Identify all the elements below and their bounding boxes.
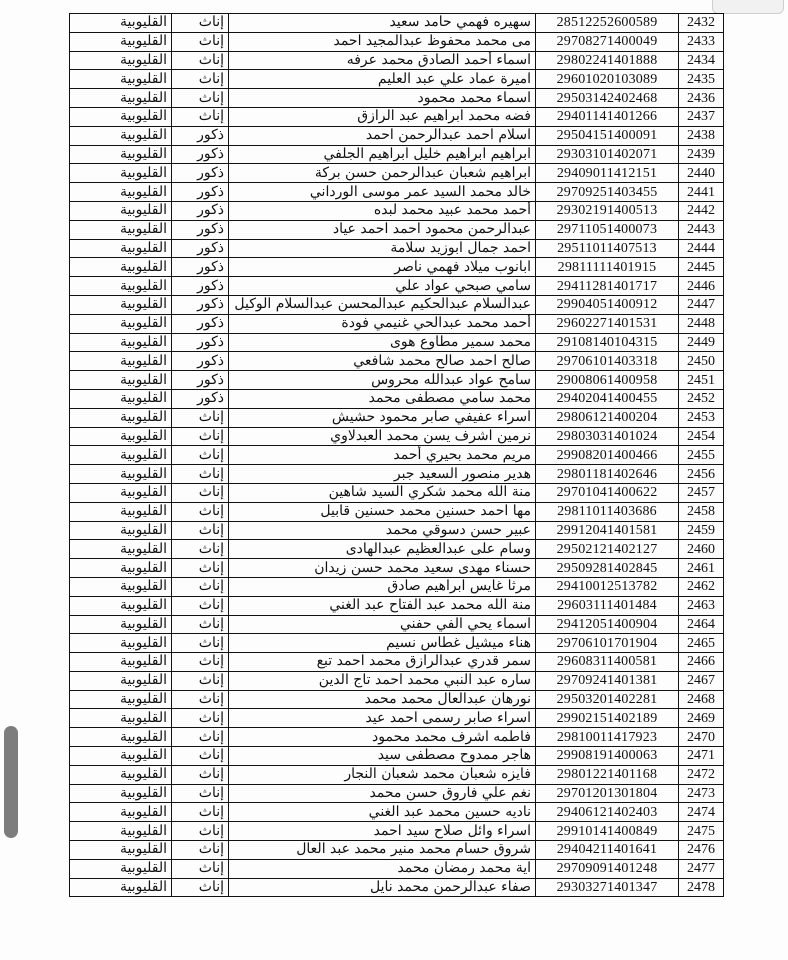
row-number-cell: 2442 [679, 201, 724, 220]
national-id-cell: 29904051400912 [536, 295, 679, 314]
name-cell: سامي صبحي عواد علي [229, 277, 536, 296]
national-id-cell: 29803031401024 [536, 427, 679, 446]
name-cell: محمد سمير مطاوع هوى [229, 333, 536, 352]
row-number-cell: 2454 [679, 427, 724, 446]
national-id-cell: 29409011412151 [536, 164, 679, 183]
gender-cell: إناث [172, 747, 229, 766]
table-row [70, 408, 724, 427]
national-id-cell: 29701041400622 [536, 483, 679, 502]
name-cell: منة الله محمد عبد الفتاح عبد الغني [229, 596, 536, 615]
governorate-cell: القليوبية [70, 502, 172, 521]
gender-cell: إناث [172, 634, 229, 653]
national-id-cell: 29902151402189 [536, 709, 679, 728]
gender-cell: ذكور [172, 371, 229, 390]
governorate-cell: القليوبية [70, 671, 172, 690]
national-id-cell: 29811111401915 [536, 258, 679, 277]
row-number-cell: 2464 [679, 615, 724, 634]
name-cell: ابراهيم ابراهيم خليل ابراهيم الجلفي [229, 145, 536, 164]
name-cell: سمر قدري عبدالرازق محمد احمد تبع [229, 653, 536, 672]
gender-cell: إناث [172, 51, 229, 70]
national-id-cell: 29504151400091 [536, 126, 679, 145]
table-row [70, 634, 724, 653]
governorate-cell: القليوبية [70, 859, 172, 878]
table-row [70, 615, 724, 634]
name-cell: نرمين اشرف يسن محمد العبدلاوي [229, 427, 536, 446]
governorate-cell: القليوبية [70, 220, 172, 239]
national-id-cell: 29411281401717 [536, 277, 679, 296]
national-id-cell: 29801221401168 [536, 765, 679, 784]
gender-cell: إناث [172, 521, 229, 540]
gender-cell: ذكور [172, 352, 229, 371]
governorate-cell: القليوبية [70, 258, 172, 277]
name-cell: عبدالسلام عبدالحكيم عبدالمحسن عبدالسلام الوكيل [229, 295, 536, 314]
row-number-cell: 2434 [679, 51, 724, 70]
governorate-cell: القليوبية [70, 51, 172, 70]
name-cell: احمد جمال ابوزيد سلامة [229, 239, 536, 258]
national-id-cell: 29706101701904 [536, 634, 679, 653]
row-number-cell: 2436 [679, 89, 724, 108]
table-row [70, 314, 724, 333]
gender-cell: إناث [172, 615, 229, 634]
table-row [70, 483, 724, 502]
governorate-cell: القليوبية [70, 201, 172, 220]
row-number-cell: 2466 [679, 653, 724, 672]
name-cell: اسماء يحي الفي حفني [229, 615, 536, 634]
row-number-cell: 2457 [679, 483, 724, 502]
governorate-cell: القليوبية [70, 107, 172, 126]
gender-cell: إناث [172, 427, 229, 446]
row-number-cell: 2459 [679, 521, 724, 540]
table-row [70, 859, 724, 878]
row-number-cell: 2435 [679, 70, 724, 89]
row-number-cell: 2470 [679, 728, 724, 747]
table-row [70, 653, 724, 672]
name-cell: مرثا غايس ابراهيم صادق [229, 577, 536, 596]
governorate-cell: القليوبية [70, 540, 172, 559]
gender-cell: إناث [172, 502, 229, 521]
governorate-cell: القليوبية [70, 145, 172, 164]
name-cell: أحمد محمد عبيد محمد لبده [229, 201, 536, 220]
row-number-cell: 2455 [679, 446, 724, 465]
name-cell: عبدالرحمن محمود احمد احمد عياد [229, 220, 536, 239]
gender-cell: إناث [172, 32, 229, 51]
table-row [70, 32, 724, 51]
table-row [70, 145, 724, 164]
national-id-cell: 29708271400049 [536, 32, 679, 51]
row-number-cell: 2476 [679, 841, 724, 860]
row-number-cell: 2477 [679, 859, 724, 878]
table-row [70, 577, 724, 596]
gender-cell: إناث [172, 653, 229, 672]
name-cell: اية محمد رمضان محمد [229, 859, 536, 878]
governorate-cell: القليوبية [70, 653, 172, 672]
gender-cell: إناث [172, 765, 229, 784]
row-number-cell: 2450 [679, 352, 724, 371]
row-number-cell: 2437 [679, 107, 724, 126]
governorate-cell: القليوبية [70, 389, 172, 408]
national-id-cell: 29601020103089 [536, 70, 679, 89]
table-row [70, 465, 724, 484]
row-number-cell: 2473 [679, 784, 724, 803]
governorate-cell: القليوبية [70, 784, 172, 803]
gender-cell: إناث [172, 70, 229, 89]
gender-cell: إناث [172, 14, 229, 33]
national-id-cell: 29908191400063 [536, 747, 679, 766]
national-id-cell: 29912041401581 [536, 521, 679, 540]
table-row [70, 822, 724, 841]
national-id-cell: 29108140104315 [536, 333, 679, 352]
table-row [70, 728, 724, 747]
table-row [70, 841, 724, 860]
national-id-cell: 29603111401484 [536, 596, 679, 615]
national-id-cell: 29811011403686 [536, 502, 679, 521]
name-cell: عبير حسن دسوقي محمد [229, 521, 536, 540]
governorate-cell: القليوبية [70, 333, 172, 352]
row-number-cell: 2451 [679, 371, 724, 390]
national-id-cell: 29410012513782 [536, 577, 679, 596]
name-cell: فايزه شعبان محمد شعبان النجار [229, 765, 536, 784]
scrollbar-handle[interactable] [4, 726, 18, 838]
row-number-cell: 2462 [679, 577, 724, 596]
national-id-cell: 29511011407513 [536, 239, 679, 258]
national-id-cell: 29401141401266 [536, 107, 679, 126]
gender-cell: إناث [172, 690, 229, 709]
row-number-cell: 2447 [679, 295, 724, 314]
name-cell: نغم علي فاروق حسن محمد [229, 784, 536, 803]
governorate-cell: القليوبية [70, 483, 172, 502]
gender-cell: إناث [172, 822, 229, 841]
table-row [70, 389, 724, 408]
name-cell: اميرة عماد علي عبد العليم [229, 70, 536, 89]
national-id-cell: 29509281402845 [536, 559, 679, 578]
national-id-cell: 29303271401347 [536, 878, 679, 897]
governorate-cell: القليوبية [70, 690, 172, 709]
national-id-cell: 29706101403318 [536, 352, 679, 371]
governorate-cell: القليوبية [70, 709, 172, 728]
governorate-cell: القليوبية [70, 32, 172, 51]
row-number-cell: 2468 [679, 690, 724, 709]
national-id-cell: 29802241401888 [536, 51, 679, 70]
governorate-cell: القليوبية [70, 70, 172, 89]
governorate-cell: القليوبية [70, 164, 172, 183]
table-row [70, 220, 724, 239]
name-cell: مى محمد محفوظ عبدالمجيد احمد [229, 32, 536, 51]
name-cell: حسناء مهدى سعيد محمد حسن زيدان [229, 559, 536, 578]
name-cell: صفاء عبدالرحمن محمد نايل [229, 878, 536, 897]
national-id-cell: 29810011417923 [536, 728, 679, 747]
national-id-cell: 29503142402468 [536, 89, 679, 108]
row-number-cell: 2439 [679, 145, 724, 164]
table-row [70, 427, 724, 446]
national-id-cell: 29008061400958 [536, 371, 679, 390]
national-id-cell: 29910141400849 [536, 822, 679, 841]
name-cell: سامح عواد عبدالله محروس [229, 371, 536, 390]
governorate-cell: القليوبية [70, 878, 172, 897]
national-id-cell: 29402041400455 [536, 389, 679, 408]
governorate-cell: القليوبية [70, 371, 172, 390]
gender-cell: إناث [172, 728, 229, 747]
governorate-cell: القليوبية [70, 183, 172, 202]
row-number-cell: 2445 [679, 258, 724, 277]
top-corner-tab[interactable] [712, 0, 784, 14]
gender-cell: ذكور [172, 314, 229, 333]
gender-cell: إناث [172, 483, 229, 502]
name-cell: ناديه حسين محمد عبد الغني [229, 803, 536, 822]
gender-cell: ذكور [172, 126, 229, 145]
name-cell: اسراء وائل صلاح سيد احمد [229, 822, 536, 841]
national-id-cell: 29303101402071 [536, 145, 679, 164]
row-number-cell: 2433 [679, 32, 724, 51]
table-row [70, 521, 724, 540]
governorate-cell: القليوبية [70, 465, 172, 484]
table-row [70, 70, 724, 89]
governorate-cell: القليوبية [70, 408, 172, 427]
gender-cell: ذكور [172, 164, 229, 183]
name-cell: ابراهيم شعبان عبدالرحمن حسن بركة [229, 164, 536, 183]
row-number-cell: 2471 [679, 747, 724, 766]
table-row [70, 164, 724, 183]
gender-cell: إناث [172, 784, 229, 803]
name-cell: هناء ميشيل غطاس نسيم [229, 634, 536, 653]
table-row [70, 277, 724, 296]
governorate-cell: القليوبية [70, 314, 172, 333]
roster-table [69, 13, 724, 897]
name-cell: هاجر ممدوح مصطفى سيد [229, 747, 536, 766]
table-row [70, 107, 724, 126]
name-cell: شروق حسام محمد منير محمد عبد العال [229, 841, 536, 860]
row-number-cell: 2449 [679, 333, 724, 352]
governorate-cell: القليوبية [70, 615, 172, 634]
table-row [70, 559, 724, 578]
row-number-cell: 2440 [679, 164, 724, 183]
table-row [70, 89, 724, 108]
gender-cell: ذكور [172, 145, 229, 164]
name-cell: نورهان عبدالعال محمد محمد [229, 690, 536, 709]
gender-cell: ذكور [172, 183, 229, 202]
governorate-cell: القليوبية [70, 577, 172, 596]
table-row [70, 51, 724, 70]
national-id-cell: 29412051400904 [536, 615, 679, 634]
table-row [70, 878, 724, 897]
gender-cell: ذكور [172, 277, 229, 296]
governorate-cell: القليوبية [70, 747, 172, 766]
name-cell: محمد سامي مصطفى محمد [229, 389, 536, 408]
row-number-cell: 2474 [679, 803, 724, 822]
row-number-cell: 2456 [679, 465, 724, 484]
gender-cell: إناث [172, 89, 229, 108]
row-number-cell: 2438 [679, 126, 724, 145]
national-id-cell: 29503201402281 [536, 690, 679, 709]
governorate-cell: القليوبية [70, 89, 172, 108]
table-row [70, 671, 724, 690]
governorate-cell: القليوبية [70, 822, 172, 841]
name-cell: خالد محمد السيد عمر موسى الورداني [229, 183, 536, 202]
gender-cell: إناث [172, 803, 229, 822]
gender-cell: إناث [172, 559, 229, 578]
gender-cell: ذكور [172, 220, 229, 239]
table-row [70, 502, 724, 521]
national-id-cell: 29709251403455 [536, 183, 679, 202]
table-row [70, 14, 724, 33]
governorate-cell: القليوبية [70, 239, 172, 258]
gender-cell: إناث [172, 878, 229, 897]
row-number-cell: 2458 [679, 502, 724, 521]
table-row [70, 540, 724, 559]
table-row [70, 803, 724, 822]
governorate-cell: القليوبية [70, 14, 172, 33]
gender-cell: إناث [172, 841, 229, 860]
governorate-cell: القليوبية [70, 521, 172, 540]
gender-cell: إناث [172, 709, 229, 728]
table-row [70, 333, 724, 352]
roster-table-body [70, 14, 724, 897]
gender-cell: ذكور [172, 333, 229, 352]
governorate-cell: القليوبية [70, 277, 172, 296]
name-cell: فضه محمد ابراهيم عبد الرازق [229, 107, 536, 126]
gender-cell: إناث [172, 107, 229, 126]
table-row [70, 258, 724, 277]
table-row [70, 239, 724, 258]
name-cell: سهيره فهمي حامد سعيد [229, 14, 536, 33]
gender-cell: إناث [172, 596, 229, 615]
table-row [70, 747, 724, 766]
name-cell: ابانوب ميلاد فهمي ناصر [229, 258, 536, 277]
table-row [70, 352, 724, 371]
name-cell: هدير منصور السعيد جبر [229, 465, 536, 484]
gender-cell: ذكور [172, 201, 229, 220]
name-cell: اسماء محمد محمود [229, 89, 536, 108]
gender-cell: إناث [172, 577, 229, 596]
governorate-cell: القليوبية [70, 765, 172, 784]
governorate-cell: القليوبية [70, 126, 172, 145]
name-cell: اسماء أحمد الصادق محمد عرفه [229, 51, 536, 70]
name-cell: صالح احمد صالح محمد شافعي [229, 352, 536, 371]
national-id-cell: 29701201301804 [536, 784, 679, 803]
row-number-cell: 2446 [679, 277, 724, 296]
national-id-cell: 29406121402403 [536, 803, 679, 822]
row-number-cell: 2465 [679, 634, 724, 653]
row-number-cell: 2443 [679, 220, 724, 239]
row-number-cell: 2467 [679, 671, 724, 690]
gender-cell: إناث [172, 859, 229, 878]
table-row [70, 690, 724, 709]
governorate-cell: القليوبية [70, 634, 172, 653]
row-number-cell: 2452 [679, 389, 724, 408]
row-number-cell: 2432 [679, 14, 724, 33]
table-row [70, 446, 724, 465]
table-row [70, 126, 724, 145]
national-id-cell: 28512252600589 [536, 14, 679, 33]
national-id-cell: 29806121400204 [536, 408, 679, 427]
name-cell: منة الله محمد شكري السيد شاهين [229, 483, 536, 502]
row-number-cell: 2441 [679, 183, 724, 202]
governorate-cell: القليوبية [70, 841, 172, 860]
governorate-cell: القليوبية [70, 728, 172, 747]
name-cell: اسلام احمد عبدالرحمن احمد [229, 126, 536, 145]
name-cell: اسراء صابر رسمى احمد عيد [229, 709, 536, 728]
gender-cell: إناث [172, 408, 229, 427]
table-row [70, 765, 724, 784]
gender-cell: إناث [172, 540, 229, 559]
governorate-cell: القليوبية [70, 803, 172, 822]
governorate-cell: القليوبية [70, 427, 172, 446]
governorate-cell: القليوبية [70, 596, 172, 615]
row-number-cell: 2460 [679, 540, 724, 559]
governorate-cell: القليوبية [70, 295, 172, 314]
name-cell: مها احمد حسنين محمد حسنين قابيل [229, 502, 536, 521]
gender-cell: ذكور [172, 295, 229, 314]
national-id-cell: 29608311400581 [536, 653, 679, 672]
national-id-cell: 29908201400466 [536, 446, 679, 465]
row-number-cell: 2448 [679, 314, 724, 333]
table-row [70, 201, 724, 220]
table-row [70, 183, 724, 202]
row-number-cell: 2463 [679, 596, 724, 615]
governorate-cell: القليوبية [70, 446, 172, 465]
row-number-cell: 2444 [679, 239, 724, 258]
governorate-cell: القليوبية [70, 352, 172, 371]
name-cell: اسراء عفيفي صابر محمود حشيش [229, 408, 536, 427]
table-row [70, 784, 724, 803]
table-row [70, 596, 724, 615]
table-row [70, 709, 724, 728]
gender-cell: ذكور [172, 239, 229, 258]
row-number-cell: 2478 [679, 878, 724, 897]
name-cell: وسام على عبدالعظيم عبدالهادى [229, 540, 536, 559]
gender-cell: ذكور [172, 258, 229, 277]
row-number-cell: 2461 [679, 559, 724, 578]
national-id-cell: 29709241401381 [536, 671, 679, 690]
table-row [70, 295, 724, 314]
row-number-cell: 2453 [679, 408, 724, 427]
row-number-cell: 2469 [679, 709, 724, 728]
national-id-cell: 29302191400513 [536, 201, 679, 220]
national-id-cell: 29709091401248 [536, 859, 679, 878]
gender-cell: إناث [172, 671, 229, 690]
table-row [70, 371, 724, 390]
gender-cell: ذكور [172, 389, 229, 408]
name-cell: فاطمه اشرف محمد محمود [229, 728, 536, 747]
governorate-cell: القليوبية [70, 559, 172, 578]
row-number-cell: 2475 [679, 822, 724, 841]
name-cell: أحمد محمد عبدالحي غنيمي فودة [229, 314, 536, 333]
national-id-cell: 29801181402646 [536, 465, 679, 484]
row-number-cell: 2472 [679, 765, 724, 784]
national-id-cell: 29602271401531 [536, 314, 679, 333]
name-cell: مريم محمد بحيري أحمد [229, 446, 536, 465]
gender-cell: إناث [172, 465, 229, 484]
national-id-cell: 29502121402127 [536, 540, 679, 559]
national-id-cell: 29711051400073 [536, 220, 679, 239]
national-id-cell: 29404211401641 [536, 841, 679, 860]
gender-cell: إناث [172, 446, 229, 465]
name-cell: ساره عبد النبي محمد احمد تاج الدين [229, 671, 536, 690]
